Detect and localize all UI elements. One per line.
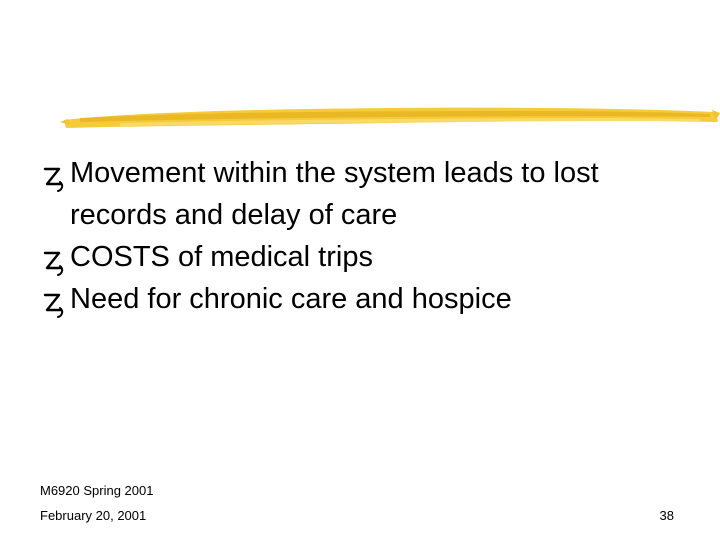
bullet-text-line: Need for chronic care and hospice [70, 283, 512, 315]
z-shaped-bullet-icon [40, 278, 68, 320]
z-shaped-bullet-icon [40, 152, 68, 194]
bullet-text-line: Movement within the system leads to lost [70, 157, 599, 189]
bullet-item [40, 152, 700, 236]
yellow-brush-stroke-divider [60, 98, 720, 132]
bullet-item [40, 278, 700, 320]
footer-date-label: February 20, 2001 [40, 508, 147, 523]
z-shaped-bullet-icon [40, 236, 68, 278]
bullet-text-line: records and delay of care [70, 199, 398, 231]
footer-course-label: M6920 Spring 2001 [40, 483, 154, 498]
bullet-list [40, 152, 700, 320]
bullet-text-line: COSTS of medical trips [70, 241, 373, 273]
slide-page-number: 38 [659, 508, 674, 523]
bullet-item [40, 236, 700, 278]
